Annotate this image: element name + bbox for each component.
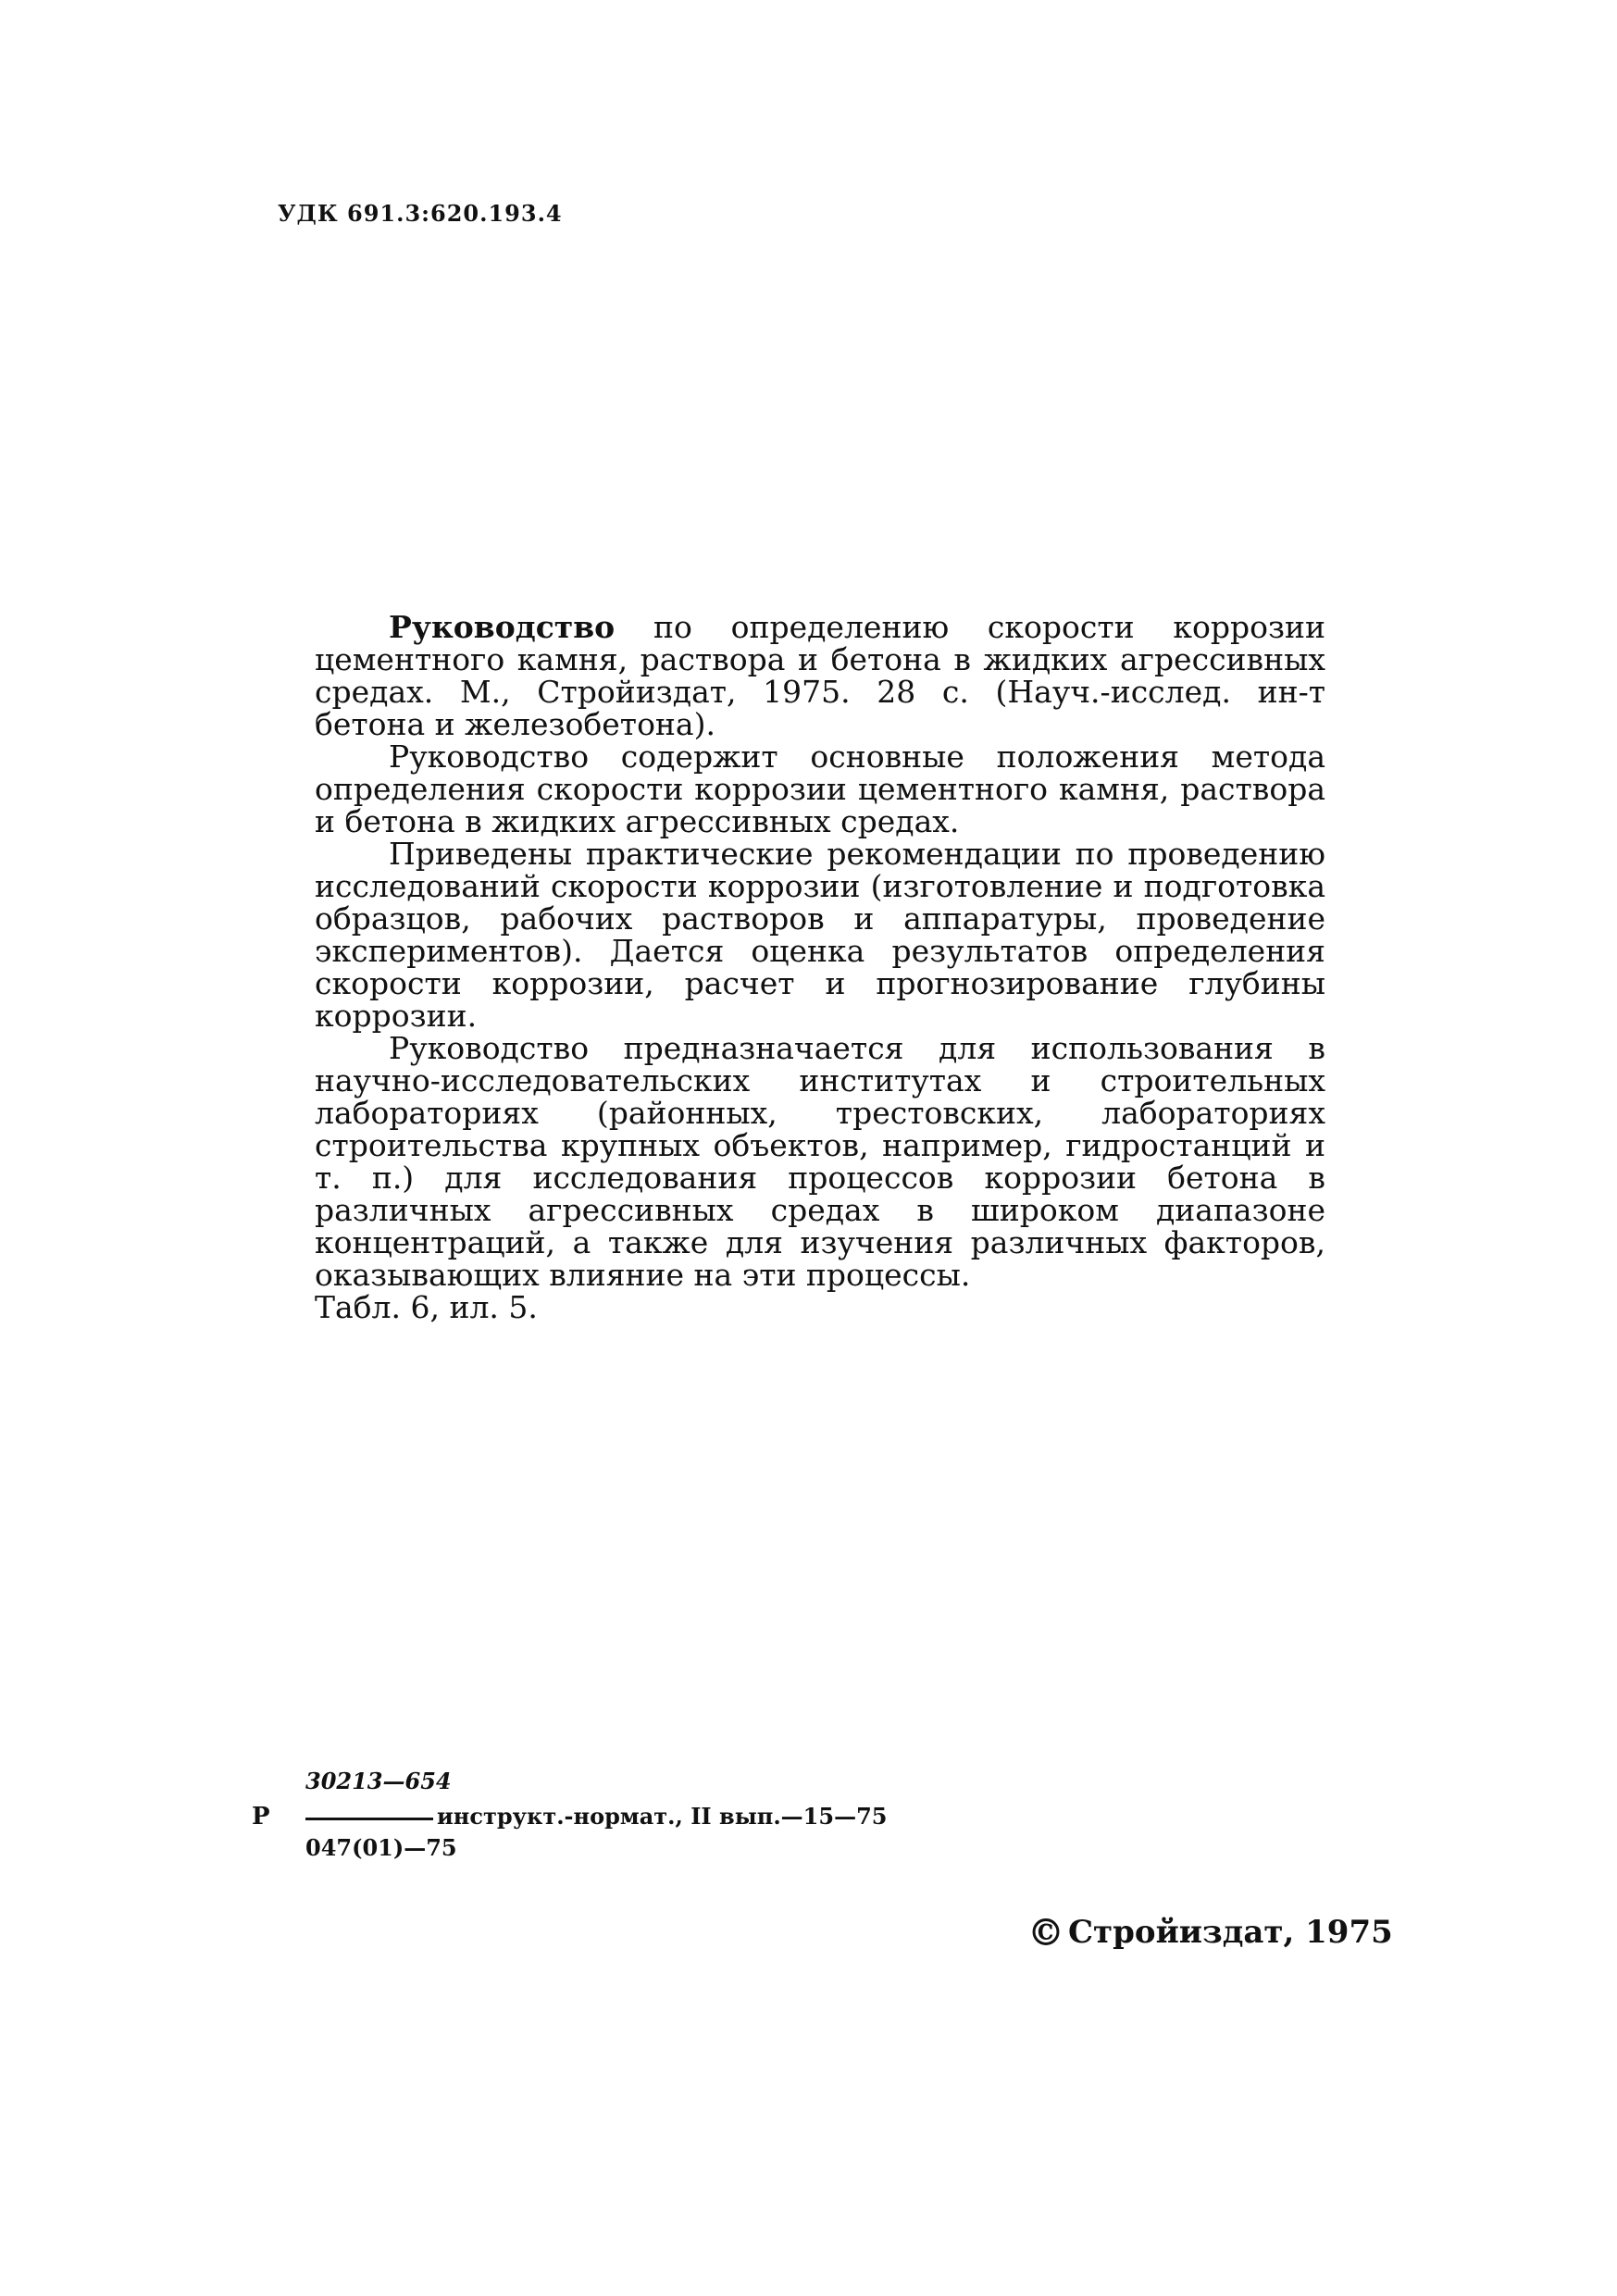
copyright-text: Стройиздат, 1975 xyxy=(1068,1914,1393,1951)
abstract-citation: по определению скорости коррозии цементного камня, раствора и бетона в жидких агрессивных средах. М., Стройиздат, 1975. 28 с. (Науч.-исслед. ин-т бетона и железобетона). xyxy=(315,609,1325,742)
udk-code: УДК 691.3:620.193.4 xyxy=(278,200,563,227)
abstract-lead-title: Руководство xyxy=(389,609,616,645)
index-denominator: 047(01)—75 xyxy=(305,1834,457,1861)
index-prefix: Р xyxy=(252,1803,270,1831)
index-series: инструкт.-нормат., II вып.—15—75 xyxy=(437,1803,888,1830)
abstract-paragraph-3: Приведены практические рекомендации по проведению исследований скорости коррозии (изготовление и подготовка образцов, рабочих растворов и аппаратуры, проведение экспериментов). Дается оценка результатов определения скорости коррозии, расчет и прогнозирование глубины коррозии. xyxy=(315,836,1325,1034)
copyright-icon: © xyxy=(1027,1911,1064,1955)
fraction-rule xyxy=(305,1818,433,1820)
publication-index xyxy=(252,1768,955,1869)
index-numerator: 30213—654 xyxy=(305,1768,452,1794)
abstract-paragraph-2: Руководство содержит основные положения метода определения скорости коррозии цементного камня, раствора и бетона в жидких агрессивных средах. xyxy=(315,738,1325,839)
abstract-paragraph-4: Руководство предназначается для использования в научно-исследовательских институтах и строительных лабораториях (районных, трестовских, лабораториях строительства крупных объектов, например, гидростанций и т. п.) для исследования процессов коррозии бетона в различных агрессивных средах в широком диапазоне концентраций, а также для изучения различных факторов, оказывающих влияние на эти процессы. xyxy=(315,1030,1325,1293)
copyright-notice xyxy=(1027,1911,1393,1955)
abstract-tables-figures: Табл. 6, ил. 5. xyxy=(315,1289,538,1325)
abstract-paragraph-1 xyxy=(315,611,1325,740)
abstract-block xyxy=(315,611,1325,1323)
